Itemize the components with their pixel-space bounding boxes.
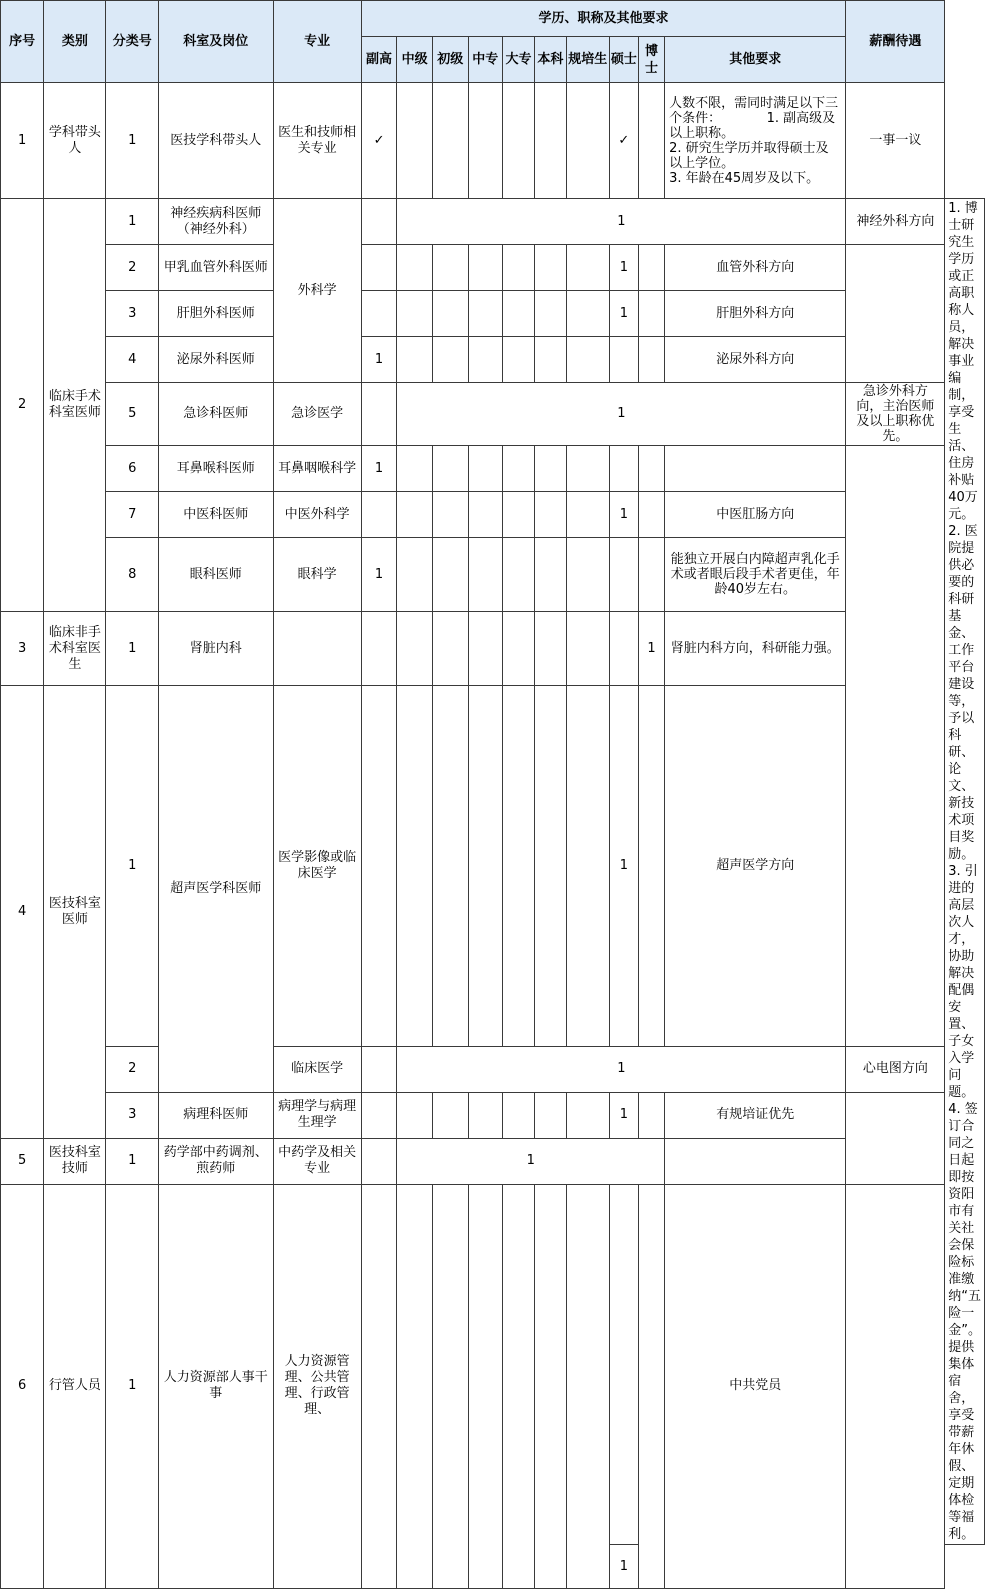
dept-cell: 急诊科医师 [159, 383, 273, 446]
fugao-cell [361, 492, 397, 538]
shuoshi-cell [609, 612, 638, 686]
boshi-cell: 1 [638, 612, 664, 686]
zhongji-cell [397, 291, 433, 337]
chuji-cell [432, 446, 468, 492]
other-requirements-cell: 能独立开展白内障超声乳化手术或者眼后段手术者更佳，年龄40岁左右。 [665, 538, 846, 612]
benke-cell [534, 291, 566, 337]
major-cell: 临床医学 [273, 1046, 361, 1092]
shuoshi-cell: ✓ [609, 83, 638, 199]
subnum-cell: 1 [106, 83, 159, 199]
subnum-cell: 7 [106, 492, 159, 538]
major-cell: 眼科学 [273, 538, 361, 612]
boshi-cell [638, 291, 664, 337]
zhongzhuan-cell [468, 492, 503, 538]
header-edu-group: 学历、职称及其他要求 [361, 1, 846, 37]
dept-cell: 药学部中药调剂、煎药师 [159, 1138, 273, 1184]
group-category: 临床非手术科室医生 [44, 612, 106, 686]
major-cell [273, 612, 361, 686]
major-cell: 中药学及相关专业 [273, 1138, 361, 1184]
fugao-cell [361, 199, 397, 245]
pay-cell: 1. 博士研究生学历或正高职称人员，解决事业编制，享受生活、住房补贴40万元。 2. 医院提供必要的科研基金、工作平台建设等，予以科研、论文、新技术项目奖励。 3. 引进的高层次人才，协助解决配偶安置、子女入学问题。 4. 签订合同之日起即按资阳市有关社会保险标准缴纳“五险一金”。提供集体宿舍，享受带薪年休假、定期体检等福利。 [945, 199, 985, 1545]
count-span-cell: 1 [397, 1138, 665, 1184]
guipei-cell [566, 83, 609, 199]
dazhuan-cell [503, 337, 535, 383]
subnum-cell: 6 [106, 446, 159, 492]
group-seq: 6 [1, 1184, 44, 1589]
header-other: 其他要求 [665, 37, 846, 83]
fugao-cell: 1 [361, 446, 397, 492]
boshi-cell [638, 83, 664, 199]
dazhuan-cell [503, 612, 535, 686]
boshi-cell [638, 1184, 664, 1589]
other-requirements-cell: 超声医学方向 [665, 686, 846, 1047]
table-row [1, 446, 985, 492]
table-row [1, 1092, 985, 1138]
zhongzhuan-cell [468, 245, 503, 291]
dept-cell: 超声医学科医师 [159, 686, 273, 1093]
boshi-cell [638, 686, 664, 1047]
zhongzhuan-cell [468, 1184, 503, 1589]
benke-cell [534, 337, 566, 383]
benke-cell [534, 83, 566, 199]
zhongzhuan-cell [468, 538, 503, 612]
table-row [1, 245, 985, 291]
subnum-cell: 2 [106, 245, 159, 291]
table-row [1, 1046, 985, 1092]
shuoshi-cell [609, 538, 638, 612]
guipei-cell [566, 492, 609, 538]
dept-cell: 耳鼻喉科医师 [159, 446, 273, 492]
dept-cell: 中医科医师 [159, 492, 273, 538]
subnum-cell: 3 [106, 1092, 159, 1138]
shuoshi-cell: 1 [609, 686, 638, 1047]
group-seq: 4 [1, 686, 44, 1139]
dazhuan-cell [503, 245, 535, 291]
major-cell: 耳鼻咽喉科学 [273, 446, 361, 492]
subnum-cell: 1 [106, 612, 159, 686]
header-boshi: 博士 [638, 37, 664, 83]
fugao-cell: 1 [361, 538, 397, 612]
shuoshi-cell: 1 [609, 492, 638, 538]
other-requirements-cell: 肾脏内科方向，科研能力强。 [665, 612, 846, 686]
count-span-cell: 1 [397, 383, 846, 446]
fugao-cell [361, 245, 397, 291]
header-dept: 科室及岗位 [159, 1, 273, 83]
benke-cell [534, 446, 566, 492]
chuji-cell [432, 337, 468, 383]
fugao-cell [361, 291, 397, 337]
other-requirements-cell: 急诊外科方向，主治医师及以上职称优先。 [846, 383, 945, 446]
benke-cell [534, 1092, 566, 1138]
header-zhongji: 中级 [397, 37, 433, 83]
dazhuan-cell [503, 446, 535, 492]
boshi-cell [638, 337, 664, 383]
other-requirements-cell: 中共党员 [665, 1184, 846, 1589]
dazhuan-cell [503, 686, 535, 1047]
header-seq: 序号 [1, 1, 44, 83]
boshi-cell [638, 1092, 664, 1138]
benke-cell [534, 686, 566, 1047]
boshi-cell [638, 245, 664, 291]
header-fugao: 副高 [361, 37, 397, 83]
dept-cell: 肝胆外科医师 [159, 291, 273, 337]
subnum-cell: 1 [106, 199, 159, 245]
benke-cell [534, 492, 566, 538]
guipei-cell [566, 612, 609, 686]
other-requirements-cell: 肝胆外科方向 [665, 291, 846, 337]
major-cell: 病理学与病理生理学 [273, 1092, 361, 1138]
zhongji-cell [397, 492, 433, 538]
guipei-cell [566, 538, 609, 612]
benke-cell [534, 1184, 566, 1589]
group-category: 临床手术科室医师 [44, 199, 106, 612]
zhongji-cell [397, 538, 433, 612]
zhongji-cell [397, 446, 433, 492]
header-shuoshi: 硕士 [609, 37, 638, 83]
benke-cell [534, 245, 566, 291]
pay-cell: 一事一议 [846, 83, 945, 199]
header-benke: 本科 [534, 37, 566, 83]
count-span-cell: 1 [397, 199, 846, 245]
subnum-cell: 3 [106, 291, 159, 337]
group-category: 医技科室技师 [44, 1138, 106, 1184]
dazhuan-cell [503, 1092, 535, 1138]
zhongji-cell [397, 1092, 433, 1138]
chuji-cell [432, 686, 468, 1047]
guipei-cell [566, 686, 609, 1047]
header-category: 类别 [44, 1, 106, 83]
zhongzhuan-cell [468, 83, 503, 199]
header-chuji: 初级 [432, 37, 468, 83]
major-cell: 医学影像或临床医学 [273, 686, 361, 1047]
chuji-cell [432, 1184, 468, 1589]
zhongzhuan-cell [468, 446, 503, 492]
zhongzhuan-cell [468, 291, 503, 337]
table-row [1, 199, 985, 245]
header-subnum: 分类号 [106, 1, 159, 83]
guipei-cell [566, 291, 609, 337]
fugao-cell [361, 1138, 397, 1184]
dept-cell: 人力资源部人事干事 [159, 1184, 273, 1589]
dept-cell: 肾脏内科 [159, 612, 273, 686]
subnum-cell: 1 [106, 686, 159, 1047]
zhongzhuan-cell [468, 686, 503, 1047]
fugao-cell: 1 [361, 337, 397, 383]
other-requirements-cell: 泌尿外科方向 [665, 337, 846, 383]
count-span-cell: 1 [397, 1046, 846, 1092]
dazhuan-cell [503, 538, 535, 612]
dept-cell: 眼科医师 [159, 538, 273, 612]
subnum-cell: 1 [106, 1138, 159, 1184]
header-major: 专业 [273, 1, 361, 83]
table-row [1, 538, 985, 612]
zhongji-cell [397, 83, 433, 199]
major-cell: 外科学 [273, 199, 361, 383]
group-seq: 2 [1, 199, 44, 612]
shuoshi-cell: 1 [609, 291, 638, 337]
guipei-cell [566, 1184, 609, 1589]
header-zhongzhuan: 中专 [468, 37, 503, 83]
benke-cell [534, 612, 566, 686]
subnum-cell: 5 [106, 383, 159, 446]
zhongji-cell [397, 1184, 433, 1589]
chuji-cell [432, 83, 468, 199]
table-row [1, 83, 985, 199]
group-category: 行管人员 [44, 1184, 106, 1589]
other-requirements-cell: 心电图方向 [846, 1046, 945, 1092]
dept-cell: 泌尿外科医师 [159, 337, 273, 383]
guipei-cell [566, 446, 609, 492]
fugao-cell [361, 612, 397, 686]
guipei-cell [566, 1092, 609, 1138]
dazhuan-cell [503, 492, 535, 538]
other-requirements-cell: 血管外科方向 [665, 245, 846, 291]
other-requirements-cell [665, 1138, 846, 1184]
zhongzhuan-cell [468, 612, 503, 686]
fugao-cell [361, 1092, 397, 1138]
chuji-cell [432, 538, 468, 612]
header-guipei: 规培生 [566, 37, 609, 83]
major-cell: 人力资源管理、公共管理、行政管理、 [273, 1184, 361, 1589]
table-row [1, 612, 985, 686]
subnum-cell: 2 [106, 1046, 159, 1092]
dazhuan-cell [503, 1184, 535, 1589]
major-cell: 中医外科学 [273, 492, 361, 538]
group-category: 医技科室医师 [44, 686, 106, 1139]
zhongzhuan-cell [468, 1092, 503, 1138]
other-requirements-cell: 神经外科方向 [846, 199, 945, 245]
table-row [1, 1184, 985, 1545]
subnum-cell: 1 [106, 1184, 159, 1589]
chuji-cell [432, 245, 468, 291]
boshi-cell [638, 492, 664, 538]
shuoshi-cell [609, 337, 638, 383]
header-dazhuan: 大专 [503, 37, 535, 83]
dept-cell: 神经疾病科医师（神经外科） [159, 199, 273, 245]
dazhuan-cell [503, 291, 535, 337]
chuji-cell [432, 492, 468, 538]
subnum-cell: 8 [106, 538, 159, 612]
major-cell: 急诊医学 [273, 383, 361, 446]
fugao-cell [361, 686, 397, 1047]
group-seq: 3 [1, 612, 44, 686]
shuoshi-cell: 1 [609, 245, 638, 291]
table-row [1, 337, 985, 383]
chuji-cell [432, 291, 468, 337]
benke-cell [534, 538, 566, 612]
shuoshi-cell: 1 [609, 1092, 638, 1138]
boshi-cell [638, 446, 664, 492]
other-requirements-cell: 人数不限，需同时满足以下三个条件： 1. 副高级及以上职称。 2. 研究生学历并取得硕士及以上学位。 3. 年龄在45周岁及以下。 [665, 83, 846, 199]
chuji-cell [432, 1092, 468, 1138]
zhongji-cell [397, 337, 433, 383]
group-seq: 5 [1, 1138, 44, 1184]
zhongji-cell [397, 686, 433, 1047]
other-requirements-cell [665, 446, 846, 492]
fugao-cell [361, 1046, 397, 1092]
fugao-cell: ✓ [361, 83, 397, 199]
dazhuan-cell [503, 83, 535, 199]
table-row [1, 686, 985, 1047]
shuoshi-cell [609, 446, 638, 492]
dept-cell: 甲乳血管外科医师 [159, 245, 273, 291]
table-row [1, 1138, 985, 1184]
zhongji-cell [397, 245, 433, 291]
subnum-cell: 4 [106, 337, 159, 383]
chuji-cell [432, 612, 468, 686]
group-category: 学科带头人 [44, 83, 106, 199]
pay-cell [846, 1184, 945, 1589]
fugao-cell [361, 383, 397, 446]
table-row [1, 291, 985, 337]
boshi-cell [638, 538, 664, 612]
other-requirements-cell: 有规培证优先 [665, 1092, 846, 1138]
group-seq: 1 [1, 83, 44, 199]
dept-cell: 病理科医师 [159, 1092, 273, 1138]
dept-cell: 医技学科带头人 [159, 83, 273, 199]
shuoshi-cell: 1 [609, 1545, 638, 1589]
guipei-cell [566, 337, 609, 383]
other-requirements-cell: 中医肛肠方向 [665, 492, 846, 538]
header-pay: 薪酬待遇 [846, 1, 945, 83]
fugao-cell [361, 1184, 397, 1589]
guipei-cell [566, 245, 609, 291]
table-row [1, 383, 985, 446]
zhongji-cell [397, 612, 433, 686]
zhongzhuan-cell [468, 337, 503, 383]
shuoshi-cell [609, 1184, 638, 1545]
table-row [1, 492, 985, 538]
major-cell: 医生和技师相关专业 [273, 83, 361, 199]
